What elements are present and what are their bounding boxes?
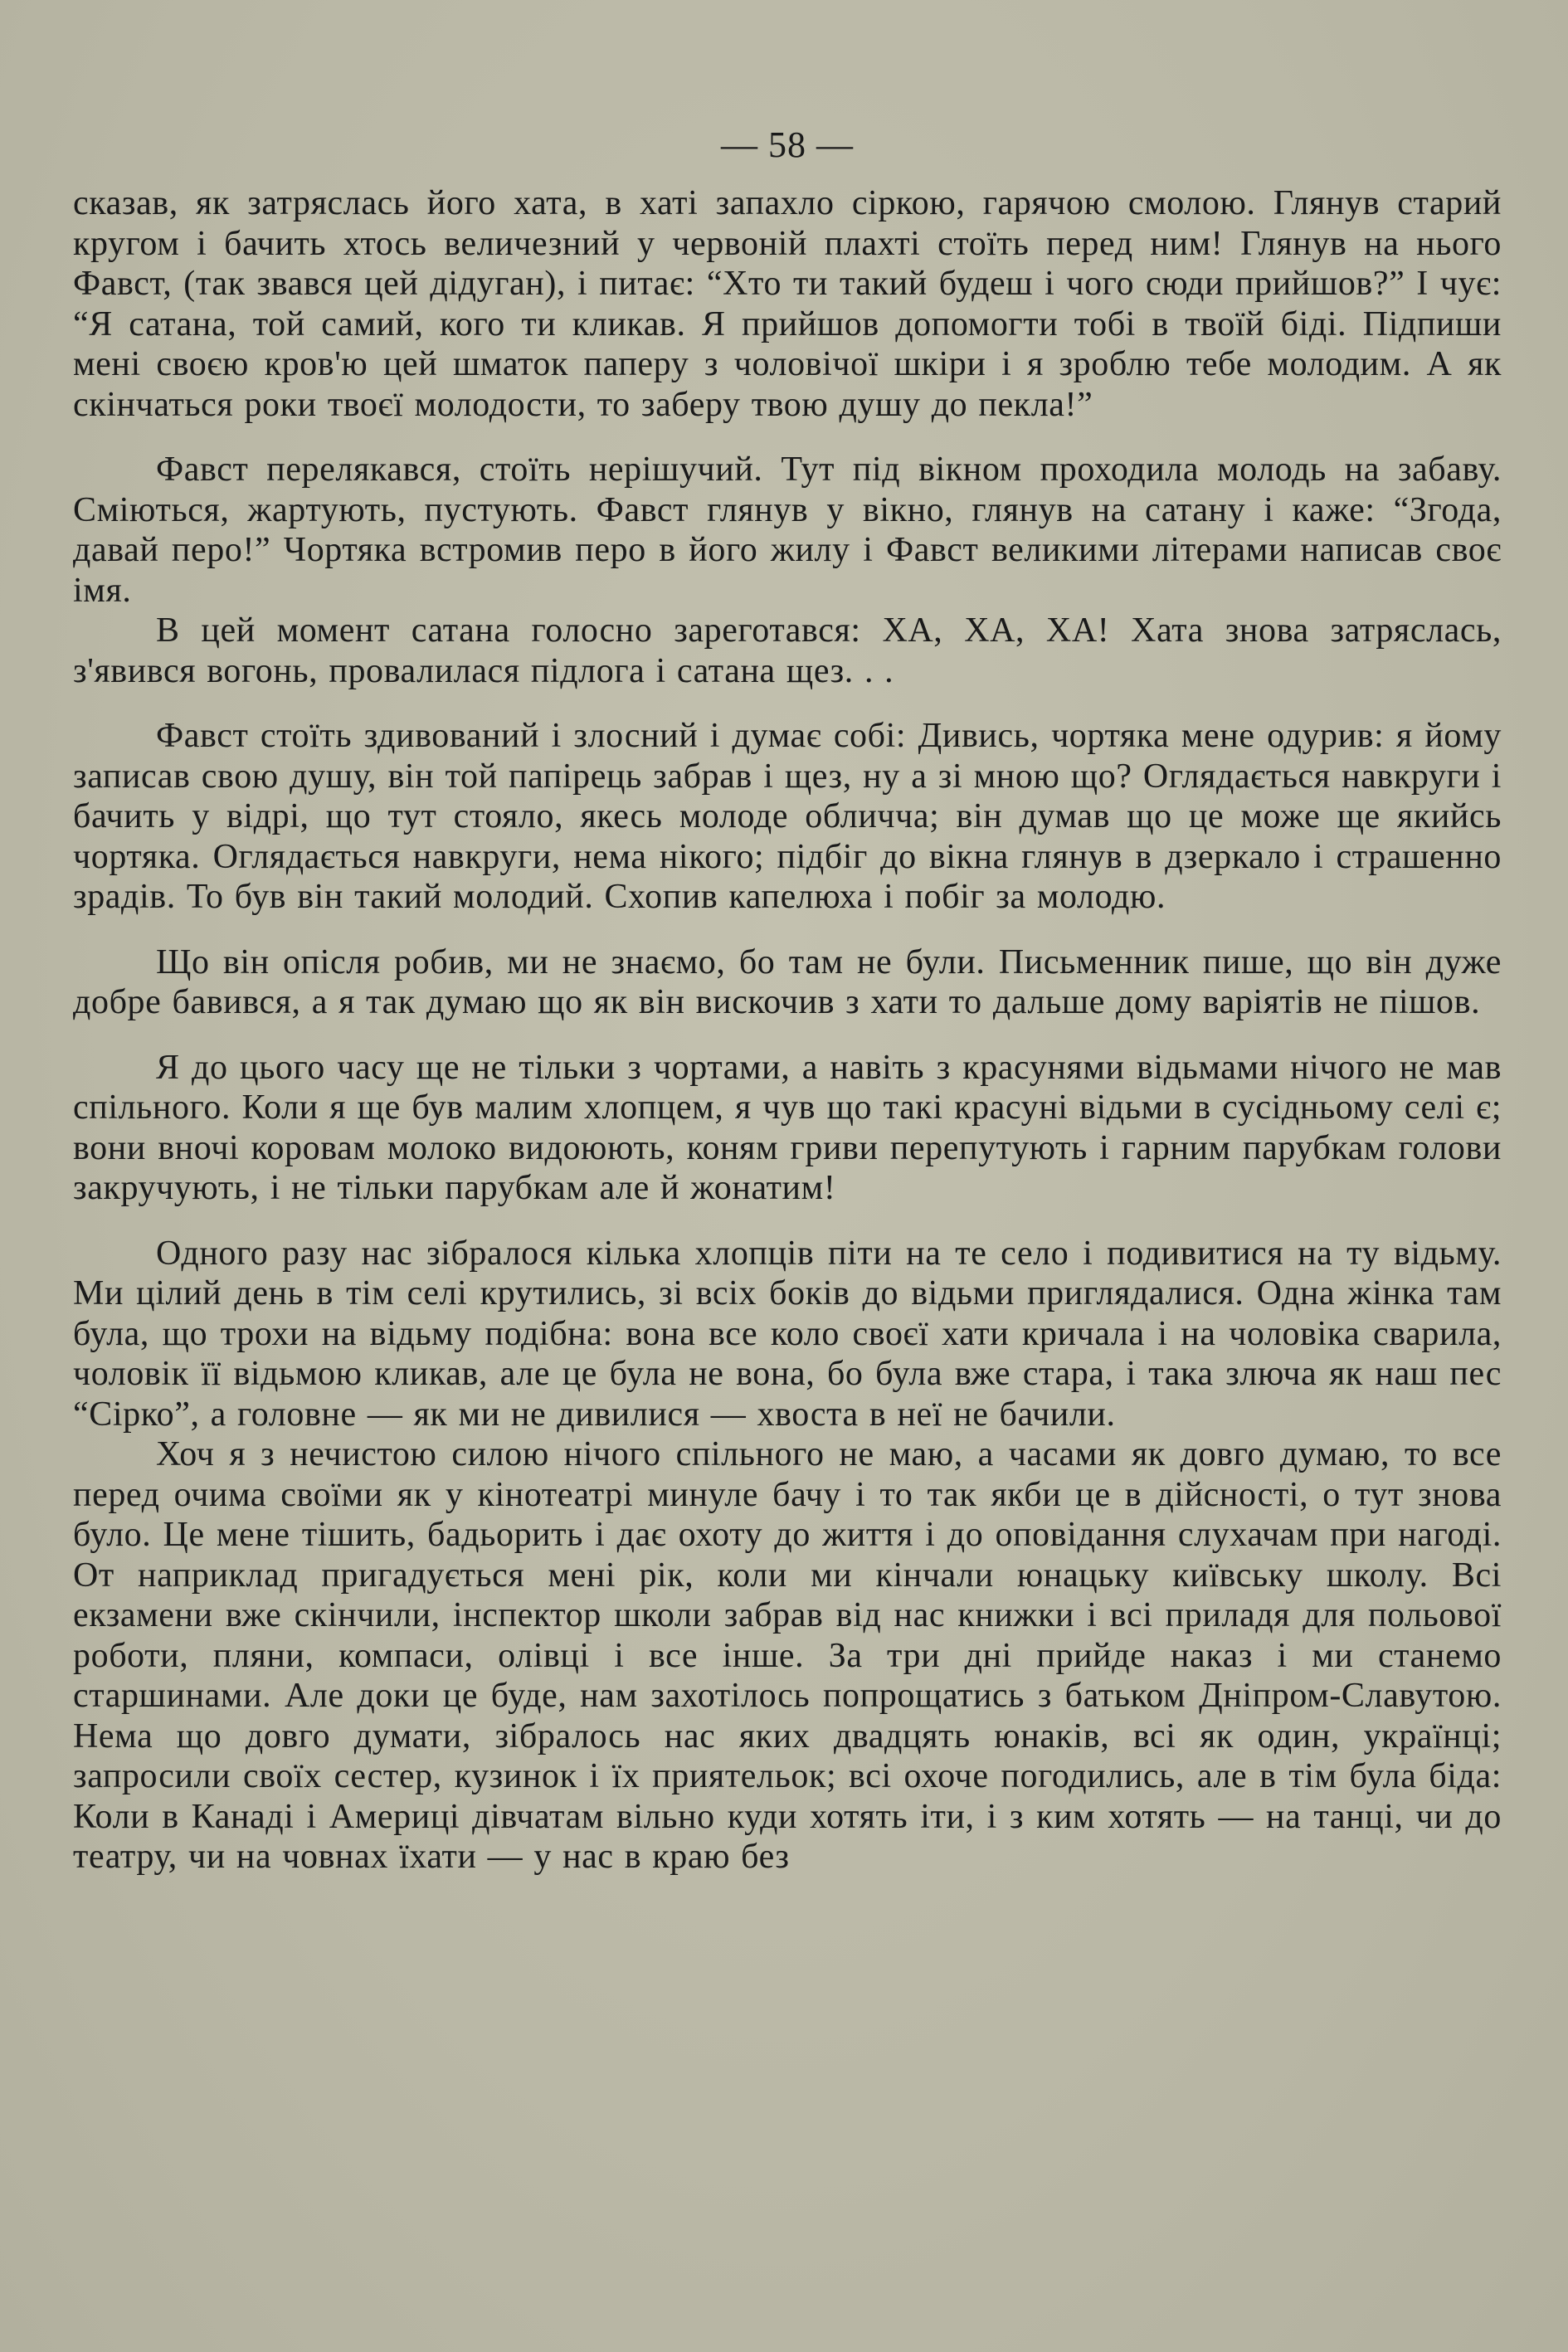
page-text xyxy=(73,183,1502,1877)
paragraph-2: Фавст перелякався, стоїть нерішучий. Тут під вікном проходила молодь на забаву. Сміються, жартують, пустують. Фавст глянув у вікно, глянув на сатану і каже: “Згода, давай перо!” Чортяка встромив перо в його жилу і Фавст великими літерами написав своє імя. xyxy=(73,450,1502,610)
paragraph-5: Що він опісля робив, ми не знаємо, бо там не були. Письменник пише, що він дуже добре бавився, а я так думаю що як він вискочив з хати то дальше дому варіятів не пішов. xyxy=(73,942,1502,1021)
paragraph-8: Хоч я з нечистою силою нічого спільного не маю, а часами як довго думаю, то все перед очима своїми як у кінотеатрі минуле бачу і то так якби це в дійсності, о тут знова було. Це мене тішить, бадьорить і дає охоту до життя і до оповідання слухачам при нагоді. От наприклад пригадується мені рік, коли ми кінчали юнацьку київську школу. Всі екзамени вже скінчили, інспектор школи забрав від нас книжки і всі приладя для польової роботи, пляни, компаси, олівці і все інше. За три дні прийде наказ і ми станемо старшинами. Але доки це буде, нам захотілось попрощатись з батьком Дніпром-Славутою. Нема що довго думати, зібралось нас яких двадцять юнаків, всі як один, українці; запросили своїх сестер, кузинок і їх приятельок; всі охоче погодились, але в тім була біда: Коли в Канаді і Америці дівчатам вільно куди хотять іти, і з ким хотять — на танці, чи до театру, чи на човнах їхати — у нас в краю без xyxy=(73,1435,1502,1876)
paragraph-7: Одного разу нас зібралося кілька хлопців піти на те село і подивитися на ту відьму. Ми цілий день в тім селі крутились, зі всіх боків до відьми приглядалися. Одна жінка там була, що трохи на відьму подібна: вона все коло своєї хати кричала і на чоловіка сварила, чоловік її відьмою кликав, але це була не вона, бо була вже стара, і така злюча як наш пес “Сірко”, а головне — як ми не дивилися — хвоста в неї не бачили. xyxy=(73,1234,1502,1434)
paragraph-3: В цей момент сатана голосно зареготався: ХА, ХА, ХА! Хата знова затряслась, з'явився вогонь, провалилася підлога і сатана щез. . . xyxy=(73,611,1502,690)
paragraph-4: Фавст стоїть здивований і злосний і думає собі: Дивись, чортяка мене одурив: я йому записав свою душу, він той папірець забрав і щез, ну а зі мною що? Оглядається навкруги і бачить у відрі, що тут стояло, якесь молоде обличча; він думав що це може ще якийсь чортяка. Оглядається навкруги, нема нікого; підбіг до вікна глянув в дзеркало і страшенно зрадів. То був він такий молодий. Схопив капелюха і побіг за молодю. xyxy=(73,717,1502,916)
page-number: — 58 — xyxy=(721,124,854,165)
paragraph-1: сказав, як затряслась його хата, в хаті запахло сіркою, гарячою смолою. Глянув старий кругом і бачить хтось величезний у червоній плахті стоїть перед ним! Глянув на нього Фавст, (так звався цей дідуган), і питає: “Хто ти такий будеш і чого сюди прийшов?” І чує: “Я сатана, той самий, кого ти кликав. Я прийшов допомогти тобі в твоїй біді. Підпиши мені своєю кров'ю цей шматок паперу з чоловічої шкіри і я зроблю тебе молодим. А як скінчаться роки твоєї молодости, то заберу твою душу до пекла!” xyxy=(73,184,1502,424)
paragraph-6: Я до цього часу ще не тільки з чортами, а навіть з красунями відьмами нічого не мав спільного. Коли я ще був малим хлопцем, я чув що такі красуні відьми в сусідньому селі є; вони вночі коровам молоко видоюють, коням гриви перепутують і гарним парубкам голови закручують, і не тільки парубкам але й жонатим! xyxy=(73,1048,1502,1207)
